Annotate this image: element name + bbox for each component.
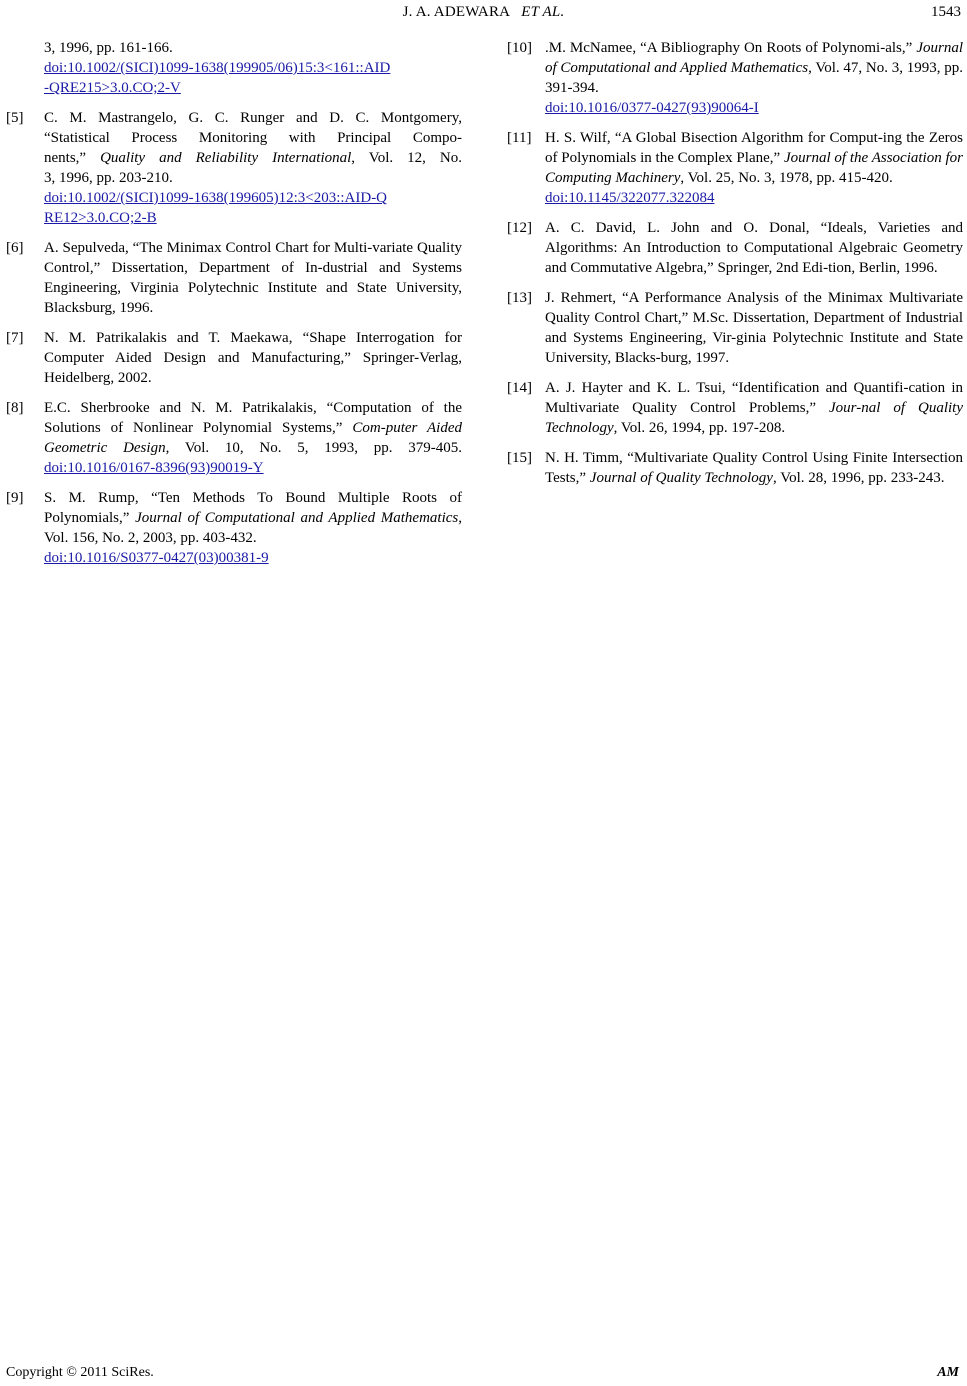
journal-title: Com-puter Aided Geometric Design — [44, 420, 462, 456]
references-column-left — [6, 38, 462, 578]
reference-text-part: , Vol. 26, 1994, pp. 197-208. — [613, 420, 786, 436]
reference-text: C. M. Mastrangelo, G. C. Runger and D. C. Montgomery, — [44, 110, 462, 126]
reference-6 — [6, 238, 462, 318]
reference-text: J. Rehmert, “A Performance Analysis of the Minimax Multivariate Quality Control Chart,” M.Sc. Dissertation, Department of Industrial and Systems Engineering, Vir-ginia Polytechnic Institute and State University, Blacks-burg, 1997. — [545, 290, 963, 366]
doi-link[interactable]: doi:10.1016/S0377-0427(03)00381-9 — [44, 550, 269, 566]
doi-link[interactable]: doi:10.1002/(SICI)1099-1638(199605)12:3<203::AID-Q — [44, 190, 388, 206]
reference-number: [8] — [6, 400, 24, 416]
reference-text-part: , Vol. 47, No. 3, 1993, pp. 391-394. — [545, 60, 963, 96]
reference-number: [14] — [507, 380, 532, 396]
doi-link[interactable]: doi:10.1002/(SICI)1099-1638(199905/06)15:3<161::AID — [44, 60, 391, 76]
reference-text: A. J. Hayter and K. L. Tsui, “Identification and Quantifi-cation in Multivariate Quality Control Problems,” — [545, 380, 963, 416]
doi-link-continuation[interactable]: RE12>3.0.CO;2-B — [44, 210, 157, 226]
reference-14 — [507, 378, 963, 438]
page-footer — [0, 1364, 967, 1384]
reference-15 — [507, 448, 963, 488]
running-header — [0, 0, 967, 24]
reference-text-part: , Vol. 12, No. — [351, 150, 462, 166]
reference-4-continuation — [6, 38, 462, 98]
doi-link-continuation[interactable]: -QRE215>3.0.CO;2-V — [44, 80, 181, 96]
reference-text-part: , Vol. 10, No. 5, 1993, pp. 379-405. — [165, 440, 463, 456]
reference-7 — [6, 328, 462, 388]
reference-11 — [507, 128, 963, 208]
journal-title: Journal of Quality Technology — [589, 470, 773, 486]
reference-number: [5] — [6, 110, 24, 126]
reference-number: [13] — [507, 290, 532, 306]
reference-number: [10] — [507, 40, 532, 56]
journal-title: Journal of Computational and Applied Mathematics — [135, 510, 459, 526]
reference-number: [7] — [6, 330, 24, 346]
reference-9 — [6, 488, 462, 568]
reference-text: .M. McNamee, “A Bibliography On Roots of Polynomi-als,” — [545, 40, 917, 56]
reference-12 — [507, 218, 963, 278]
journal-title: Journal of the Association for Computing Machinery — [545, 150, 963, 186]
reference-number: [9] — [6, 490, 24, 506]
page-number: 1543 — [931, 4, 961, 20]
reference-text-part: nents,” — [44, 150, 101, 166]
journal-title: Journal of Computational and Applied Mathematics — [545, 40, 963, 76]
reference-number: [6] — [6, 240, 24, 256]
journal-abbreviation: AM — [937, 1365, 959, 1380]
reference-13 — [507, 288, 963, 368]
reference-text — [44, 148, 462, 168]
reference-5 — [6, 108, 462, 228]
reference-text: E.C. Sherbrooke and N. M. Patrikalakis, “Computation of the Solutions of Nonlinear Polynomial Systems,” — [44, 400, 462, 436]
reference-8 — [6, 398, 462, 478]
doi-link[interactable]: doi:10.1145/322077.322084 — [545, 190, 715, 206]
reference-text: A. Sepulveda, “The Minimax Control Chart for Multi-variate Quality Control,” Dissertation, Department of In-dustrial and Systems Engineering, Virginia Polytechnic Institute and State University, Blacksburg, 1996. — [44, 240, 462, 316]
references-column-right — [507, 38, 963, 498]
journal-title: Quality and Reliability International — [100, 150, 352, 166]
reference-10 — [507, 38, 963, 118]
doi-link[interactable]: doi:10.1016/0167-8396(93)90019-Y — [44, 460, 264, 476]
reference-text: H. S. Wilf, “A Global Bisection Algorithm for Comput-ing the Zeros of Polynomials in the Complex Plane,” — [545, 130, 963, 166]
reference-text: N. H. Timm, “Multivariate Quality Control Using Finite Intersection Tests,” — [545, 450, 963, 486]
reference-text-part: , Vol. 25, No. 3, 1978, pp. 415-420. — [680, 170, 893, 186]
reference-text: S. M. Rump, “Ten Methods To Bound Multiple Roots of Polynomials,” — [44, 490, 462, 526]
reference-number: [11] — [507, 130, 532, 146]
reference-text-part: , Vol. 156, No. 2, 2003, pp. 403-432. — [44, 510, 462, 546]
running-header-authors — [0, 2, 967, 22]
journal-title: Jour-nal of Quality Technology — [545, 400, 963, 436]
copyright-notice: Copyright © 2011 SciRes. — [6, 1365, 154, 1380]
reference-number: [15] — [507, 450, 532, 466]
doi-link[interactable]: doi:10.1016/0377-0427(93)90064-I — [545, 100, 759, 116]
reference-text-part: , Vol. 28, 1996, pp. 233-243. — [772, 470, 945, 486]
reference-text: 3, 1996, pp. 161-166. — [44, 40, 173, 56]
header-et-al: ET AL. — [521, 4, 565, 20]
header-author-names: J. A. ADEWARA — [402, 4, 510, 20]
reference-number: [12] — [507, 220, 532, 236]
reference-text: A. C. David, L. John and O. Donal, “Ideals, Varieties and Algorithms: An Introduction to Computational Algebraic Geometry and Commutative Algebra,” Springer, 2nd Edi-tion, Berlin, 1996. — [545, 220, 963, 276]
reference-text: 3, 1996, pp. 203-210. — [44, 170, 173, 186]
reference-text: “Statistical Process Monitoring with Principal Compo- — [44, 130, 462, 146]
reference-text: N. M. Patrikalakis and T. Maekawa, “Shape Interrogation for Computer Aided Design and Manufacturing,” Springer-Verlag, Heidelberg, 2002. — [44, 330, 462, 386]
